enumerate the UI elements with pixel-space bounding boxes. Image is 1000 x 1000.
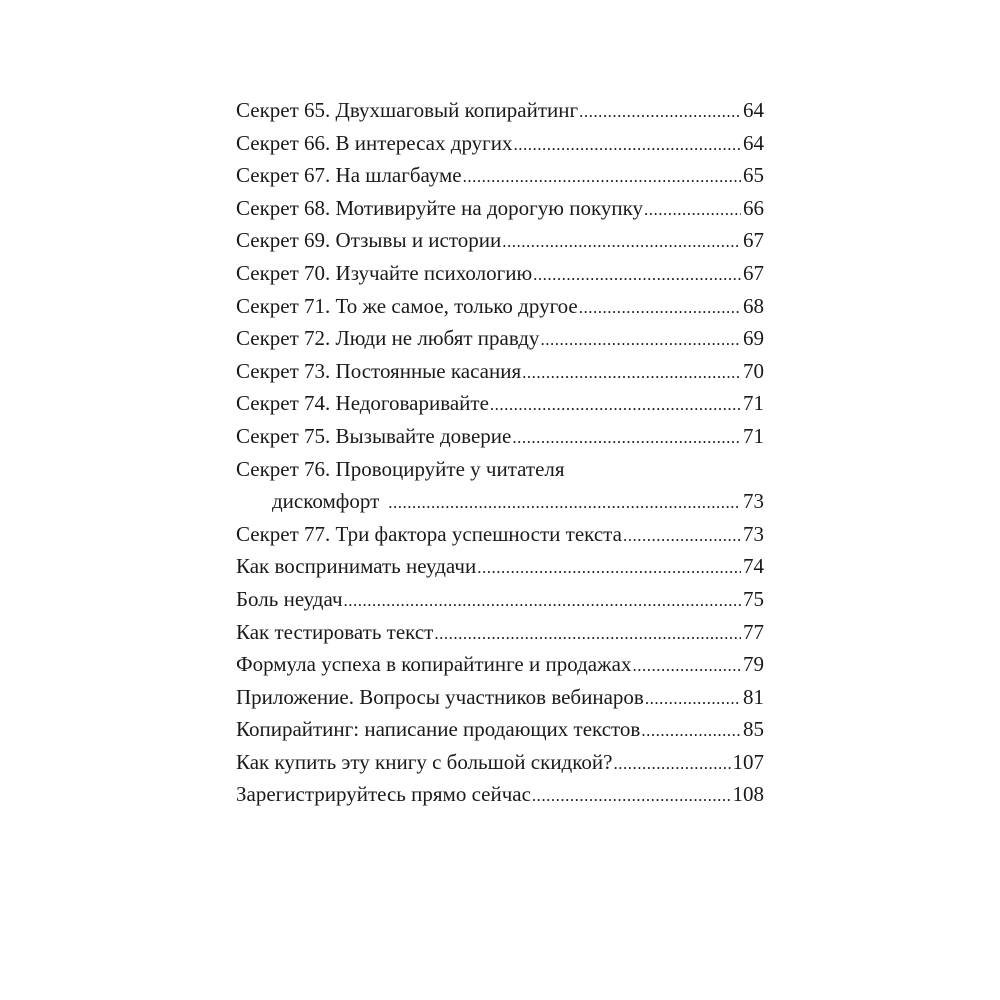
toc-leader-dots bbox=[434, 618, 741, 651]
toc-entry bbox=[236, 94, 764, 127]
toc-entry-page: 71 bbox=[743, 391, 764, 416]
toc-entry-title: Зарегистрируйтесь прямо сейчас bbox=[236, 782, 531, 807]
toc-entry bbox=[236, 778, 764, 811]
toc-leader-dots bbox=[502, 226, 741, 259]
toc-entry-title: Секрет 68. Мотивируйте на дорогую покупку bbox=[236, 195, 644, 220]
toc-entry-page: 67 bbox=[743, 260, 764, 285]
toc-entry-page: 85 bbox=[743, 717, 764, 742]
toc-entry-page: 74 bbox=[743, 554, 764, 579]
toc-entry bbox=[236, 127, 764, 160]
toc-entry-title: Приложение. Вопросы участников вебинаров bbox=[236, 684, 644, 709]
toc-entry-title: Секрет 71. То же самое, только другое bbox=[236, 293, 578, 318]
toc-entry bbox=[236, 583, 764, 616]
toc-leader-dots bbox=[613, 748, 730, 781]
toc-entry bbox=[236, 616, 764, 649]
toc-entry-title: Секрет 66. В интересах других bbox=[236, 130, 513, 155]
toc-entry-page: 69 bbox=[743, 326, 764, 351]
toc-entry-title: Секрет 65. Двухшаговый копирайтинг bbox=[236, 98, 579, 122]
toc-entry-title: Секрет 77. Три фактора успешности текста bbox=[236, 521, 622, 546]
toc-entry-page: 70 bbox=[743, 358, 764, 383]
toc-leader-dots bbox=[533, 259, 741, 292]
toc-entry bbox=[236, 518, 764, 551]
toc-leader-dots bbox=[512, 422, 741, 455]
toc-leader-dots bbox=[579, 96, 741, 129]
toc-leader-dots bbox=[632, 650, 741, 683]
toc-entry-continued-line bbox=[236, 485, 764, 518]
toc-entry-title: Секрет 69. Отзывы и истории bbox=[236, 228, 502, 253]
toc-entry-title-continued: дискомфорт bbox=[272, 489, 380, 514]
toc-leader-dots bbox=[540, 324, 741, 357]
toc-entry-title: Копирайтинг: написание продающих текстов bbox=[236, 717, 641, 742]
toc-entry-title: Секрет 74. Недоговаривайте bbox=[236, 391, 489, 416]
toc-leader-dots bbox=[532, 780, 731, 813]
toc-entry bbox=[236, 550, 764, 583]
toc-entry-page: 107 bbox=[732, 749, 764, 774]
toc-entry-title: Как воспринимать неудачи bbox=[236, 554, 477, 579]
toc-entry-title: Как тестировать текст bbox=[236, 619, 434, 644]
toc-leader-dots bbox=[388, 487, 741, 520]
toc-leader-dots bbox=[623, 520, 741, 553]
toc-entry-title: Секрет 70. Изучайте психологию bbox=[236, 260, 533, 285]
toc-leader-dots bbox=[463, 161, 741, 194]
toc-entry-title: Формула успеха в копирайтинге и продажах bbox=[236, 652, 632, 677]
toc-leader-dots bbox=[645, 683, 741, 716]
toc-entry-page: 68 bbox=[743, 293, 764, 318]
toc-entry-page: 73 bbox=[743, 489, 764, 514]
toc-entry-page: 67 bbox=[743, 228, 764, 253]
toc-entry-title: Как купить эту книгу с большой скидкой? bbox=[236, 749, 613, 774]
toc-entry-first-line bbox=[236, 453, 764, 486]
toc-entry bbox=[236, 355, 764, 388]
toc-entry-title: Секрет 67. На шлагбауме bbox=[236, 163, 462, 188]
toc-leader-dots bbox=[579, 292, 741, 325]
toc-entry bbox=[236, 322, 764, 355]
toc-entry-page: 81 bbox=[743, 684, 764, 709]
toc-entry bbox=[236, 257, 764, 290]
toc-entry bbox=[236, 420, 764, 453]
toc-leader-dots bbox=[514, 129, 741, 162]
toc-leader-dots bbox=[641, 715, 741, 748]
toc-entry-title: Секрет 73. Постоянные касания bbox=[236, 358, 522, 383]
toc-entry bbox=[236, 746, 764, 779]
toc-entry bbox=[236, 648, 764, 681]
toc-entry-page: 73 bbox=[743, 521, 764, 546]
toc-entry-page: 108 bbox=[732, 782, 764, 807]
toc-entry-title: Боль неудач bbox=[236, 586, 343, 611]
table-of-contents bbox=[236, 94, 764, 811]
toc-leader-dots bbox=[477, 552, 741, 585]
toc-entry bbox=[236, 713, 764, 746]
toc-entry bbox=[236, 224, 764, 257]
toc-leader-dots bbox=[644, 194, 741, 227]
toc-entry-page: 79 bbox=[743, 652, 764, 677]
toc-entry-page: 71 bbox=[743, 423, 764, 448]
toc-entry-page: 66 bbox=[743, 195, 764, 220]
toc-entry bbox=[236, 387, 764, 420]
toc-leader-dots bbox=[490, 389, 741, 422]
toc-entry bbox=[236, 290, 764, 323]
toc-leader-dots bbox=[522, 357, 741, 390]
toc-leader-dots bbox=[344, 585, 741, 618]
toc-entry bbox=[236, 681, 764, 714]
toc-entry-title: Секрет 76. Провоцируйте у читателя bbox=[236, 456, 565, 481]
toc-entry-page: 75 bbox=[743, 586, 764, 611]
toc-entry bbox=[236, 159, 764, 192]
toc-entry-page: 65 bbox=[743, 163, 764, 188]
toc-entry-title: Секрет 72. Люди не любят правду bbox=[236, 326, 540, 351]
toc-entry-page: 64 bbox=[743, 98, 764, 122]
toc-entry-title: Секрет 75. Вызывайте доверие bbox=[236, 423, 512, 448]
toc-entry-page: 64 bbox=[743, 130, 764, 155]
toc-entry-page: 77 bbox=[743, 619, 764, 644]
toc-entry bbox=[236, 192, 764, 225]
